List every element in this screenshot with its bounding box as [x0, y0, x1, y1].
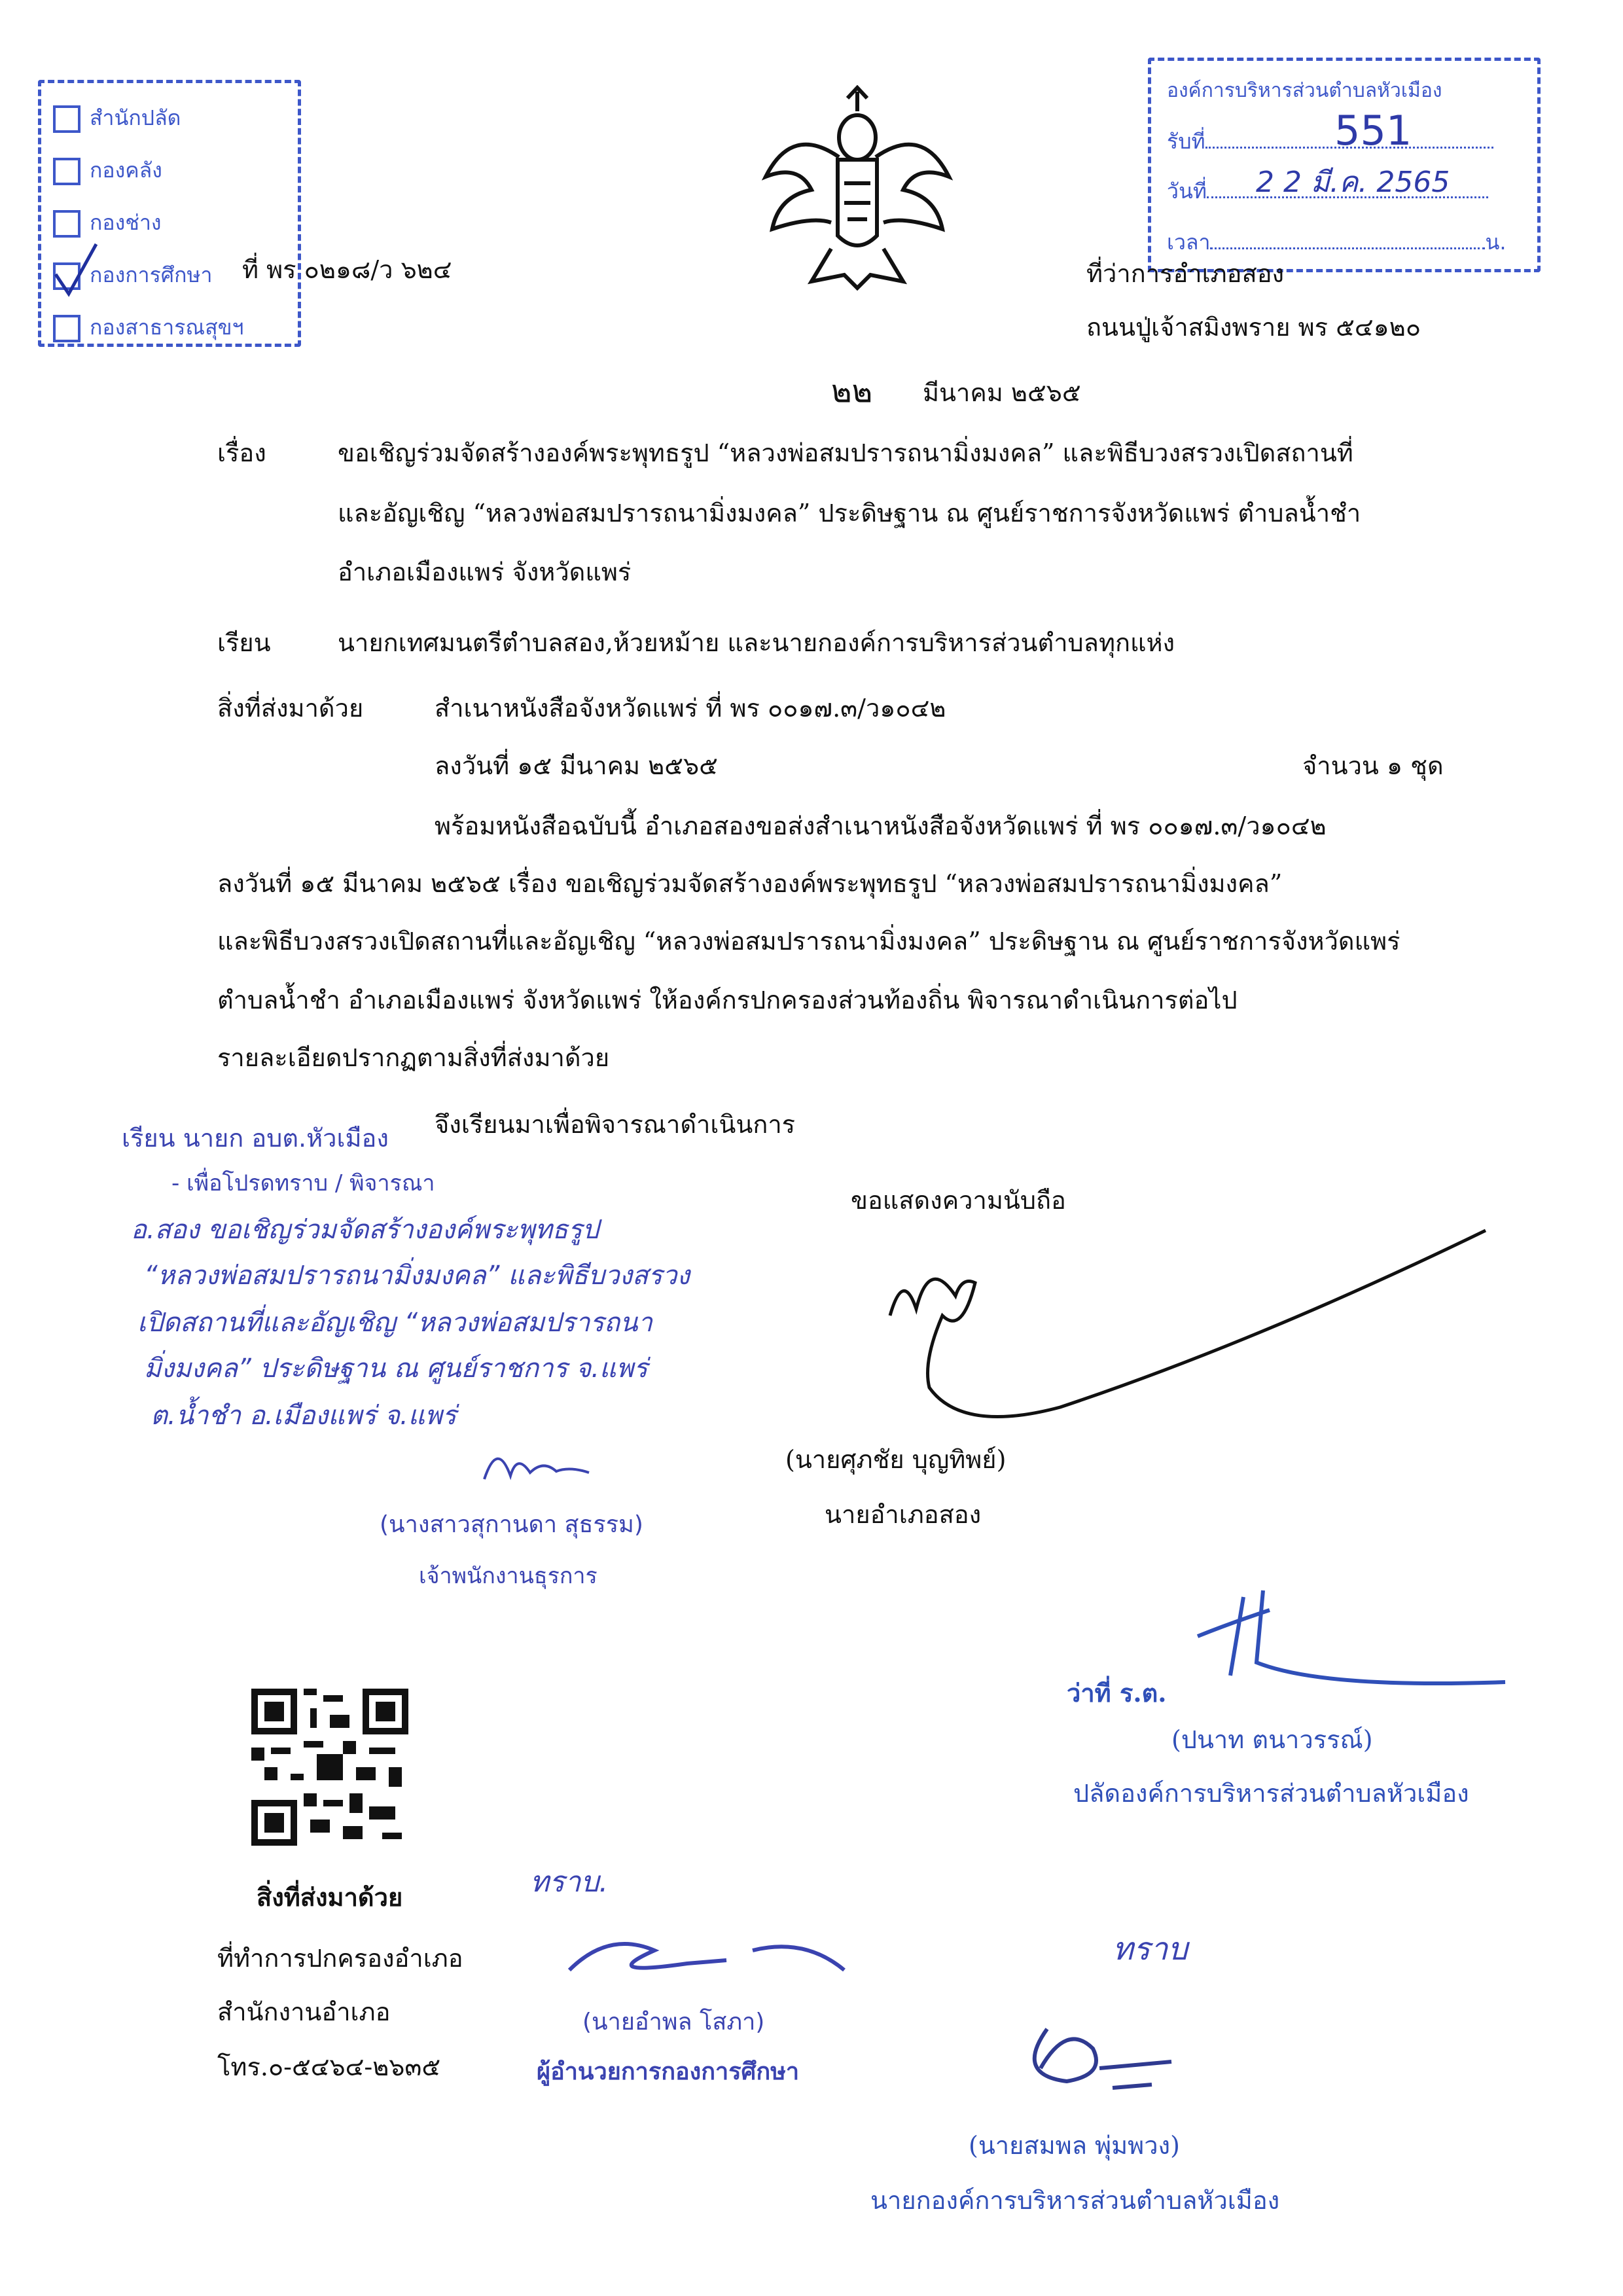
garuda-emblem-icon	[753, 85, 962, 295]
routing-stamp	[38, 80, 301, 347]
deputy-signature-icon	[1191, 1584, 1518, 1715]
closing-line: จึงเรียนมาเพื่อพิจารณาดำเนินการ	[435, 1110, 796, 1139]
mayor-mark: ทราบ	[1113, 1931, 1188, 1967]
deputy-label: ว่าที่ ร.ต.	[1067, 1678, 1167, 1708]
education-name: (นายอำพล โสภา)	[582, 2009, 765, 2036]
receipt-number-row: รับที่	[1167, 125, 1493, 158]
enclosure-quantity: จำนวน ๑ ชุด	[1302, 751, 1444, 780]
clerk-title: เจ้าพนักงานธุรการ	[419, 1563, 597, 1589]
routing-item: กองสาธารณสุขฯ	[53, 311, 243, 344]
checkbox-icon	[53, 315, 80, 342]
routing-item: กองช่าง	[53, 206, 162, 240]
regards-text: ขอแสดงความนับถือ	[851, 1186, 1066, 1215]
checkbox-icon	[53, 210, 80, 238]
office-name: ที่ว่าการอำเภอสอง	[1086, 259, 1285, 288]
date-day: ๒๒	[831, 373, 873, 410]
checkbox-icon	[53, 105, 80, 133]
mayor-signature-icon	[1001, 2009, 1198, 2121]
receipt-date: 2 2 มี.ค. 2565	[1256, 166, 1450, 199]
footer-enclosure: สิ่งที่ส่งมาด้วย	[257, 1882, 403, 1912]
checkbox-icon	[53, 158, 80, 185]
footer-office: สำนักงานอำเภอ	[217, 1998, 391, 2026]
enclosure-label: สิ่งที่ส่งมาด้วย	[217, 694, 364, 723]
enclosure-line: สำเนาหนังสือจังหวัดแพร่ ที่ พร ๐๐๑๗.๓/ว๑๐๔๒	[435, 694, 946, 723]
note-line: “หลวงพ่อสมปรารถนามิ่งมงคล” และพิธีบวงสรวง	[144, 1261, 690, 1291]
body-line: ตำบลน้ำชำ อำเภอเมืองแพร่ จังหวัดแพร่ ให้องค์กรปกครองส่วนท้องถิ่น พิจารณาดำเนินการต่อไป	[217, 986, 1238, 1014]
clerk-signature-icon	[478, 1440, 596, 1492]
deputy-title: ปลัดองค์การบริหารส่วนตำบลหัวเมือง	[1073, 1779, 1469, 1808]
enclosure-line: ลงวันที่ ๑๕ มีนาคม ๒๕๖๕	[435, 751, 718, 780]
body-line: ลงวันที่ ๑๕ มีนาคม ๒๕๖๕ เรื่อง ขอเชิญร่วมจัดสร้างองค์พระพุทธรูป “หลวงพ่อสมปรารถนามิ่งมงคล”	[217, 869, 1283, 898]
to-label: เรียน	[217, 628, 271, 657]
education-signature-icon	[556, 1924, 857, 1996]
note-line: มิ่งมงคล” ประดิษฐาน ณ ศูนย์ราชการ จ.แพร่	[144, 1354, 648, 1384]
subject-line: อำเภอเมืองแพร่ จังหวัดแพร่	[338, 558, 632, 586]
body-line: พร้อมหนังสือฉบับนี้ อำเภอสองขอส่งสำเนาหนังสือจังหวัดแพร่ ที่ พร ๐๐๑๗.๓/ว๑๐๔๒	[435, 812, 1327, 840]
note-subheading: - เพื่อโปรดทราบ / พิจารณา	[171, 1170, 435, 1196]
signer-title: นายอำเภอสอง	[825, 1500, 982, 1529]
clerk-name: (นางสาวสุกานดา สุธรรม)	[380, 1511, 643, 1538]
body-line: รายละเอียดปรากฏตามสิ่งที่ส่งมาด้วย	[217, 1043, 610, 1072]
education-title: ผู้อำนวยการกองการศึกษา	[537, 2058, 800, 2085]
note-heading: เรียน นายก อบต.หัวเมือง	[122, 1124, 389, 1153]
subject-label: เรื่อง	[217, 439, 266, 467]
receipt-date-row: วันที่	[1167, 175, 1488, 208]
mayor-title: นายกองค์การบริหารส่วนตำบลหัวเมือง	[870, 2186, 1280, 2215]
checkmark-icon	[50, 240, 103, 299]
footer-phone: โทร.๐-๕๔๖๔-๒๖๓๕	[217, 2053, 441, 2081]
footer-office: ที่ทำการปกครองอำเภอ	[217, 1944, 463, 1973]
date-month-year: มีนาคม ๒๕๖๕	[923, 378, 1081, 407]
note-line: อ.สอง ขอเชิญร่วมจัดสร้างองค์พระพุทธรูป	[131, 1215, 599, 1245]
body-line: และพิธีบวงสรวงเปิดสถานที่และอัญเชิญ “หลวงพ่อสมปรารถนามิ่งมงคล” ประดิษฐาน ณ ศูนย์ราชการจังหวัดแพร่	[217, 927, 1400, 956]
deputy-name: (ปนาท ตนาวรรณ์)	[1171, 1725, 1373, 1754]
receipt-time-row: เวลา น.	[1167, 230, 1507, 255]
receipt-org: องค์การบริหารส่วนตำบลหัวเมือง	[1167, 79, 1442, 102]
note-line: ต.น้ำชำ อ.เมืองแพร่ จ.แพร่	[151, 1401, 457, 1431]
education-mark: ทราบ.	[530, 1865, 609, 1899]
routing-item: สำนักปลัด	[53, 101, 181, 135]
receipt-number: 551	[1334, 107, 1412, 154]
signer-name: (นายศุภชัย บุญทิพย์)	[785, 1445, 1007, 1474]
routing-item: กองการศึกษา	[53, 259, 213, 292]
mayor-name: (นายสมพล พุ่มพวง)	[969, 2131, 1180, 2160]
note-line: เปิดสถานที่และอัญเชิญ “หลวงพ่อสมปรารถนา	[137, 1308, 652, 1338]
routing-item: กองคลัง	[53, 154, 162, 187]
subject-line: ขอเชิญร่วมจัดสร้างองค์พระพุทธรูป “หลวงพ่อสมปรารถนามิ่งมงคล” และพิธีบวงสรวงเปิดสถานที่	[338, 439, 1353, 467]
office-address: ถนนปู่เจ้าสมิงพราย พร ๕๔๑๒๐	[1086, 313, 1421, 342]
subject-line: และอัญเชิญ “หลวงพ่อสมปรารถนามิ่งมงคล” ประดิษฐาน ณ ศูนย์ราชการจังหวัดแพร่ ตำบลน้ำชำ	[338, 499, 1361, 528]
reference-number: ที่ พร ๐๒๑๘/ว ๖๒๔	[242, 255, 452, 284]
receipt-stamp	[1148, 58, 1541, 272]
qr-code	[251, 1689, 408, 1846]
to-value: นายกเทศมนตรีตำบลสอง,ห้วยหม้าย และนายกองค์การบริหารส่วนตำบลทุกแห่ง	[338, 628, 1175, 657]
